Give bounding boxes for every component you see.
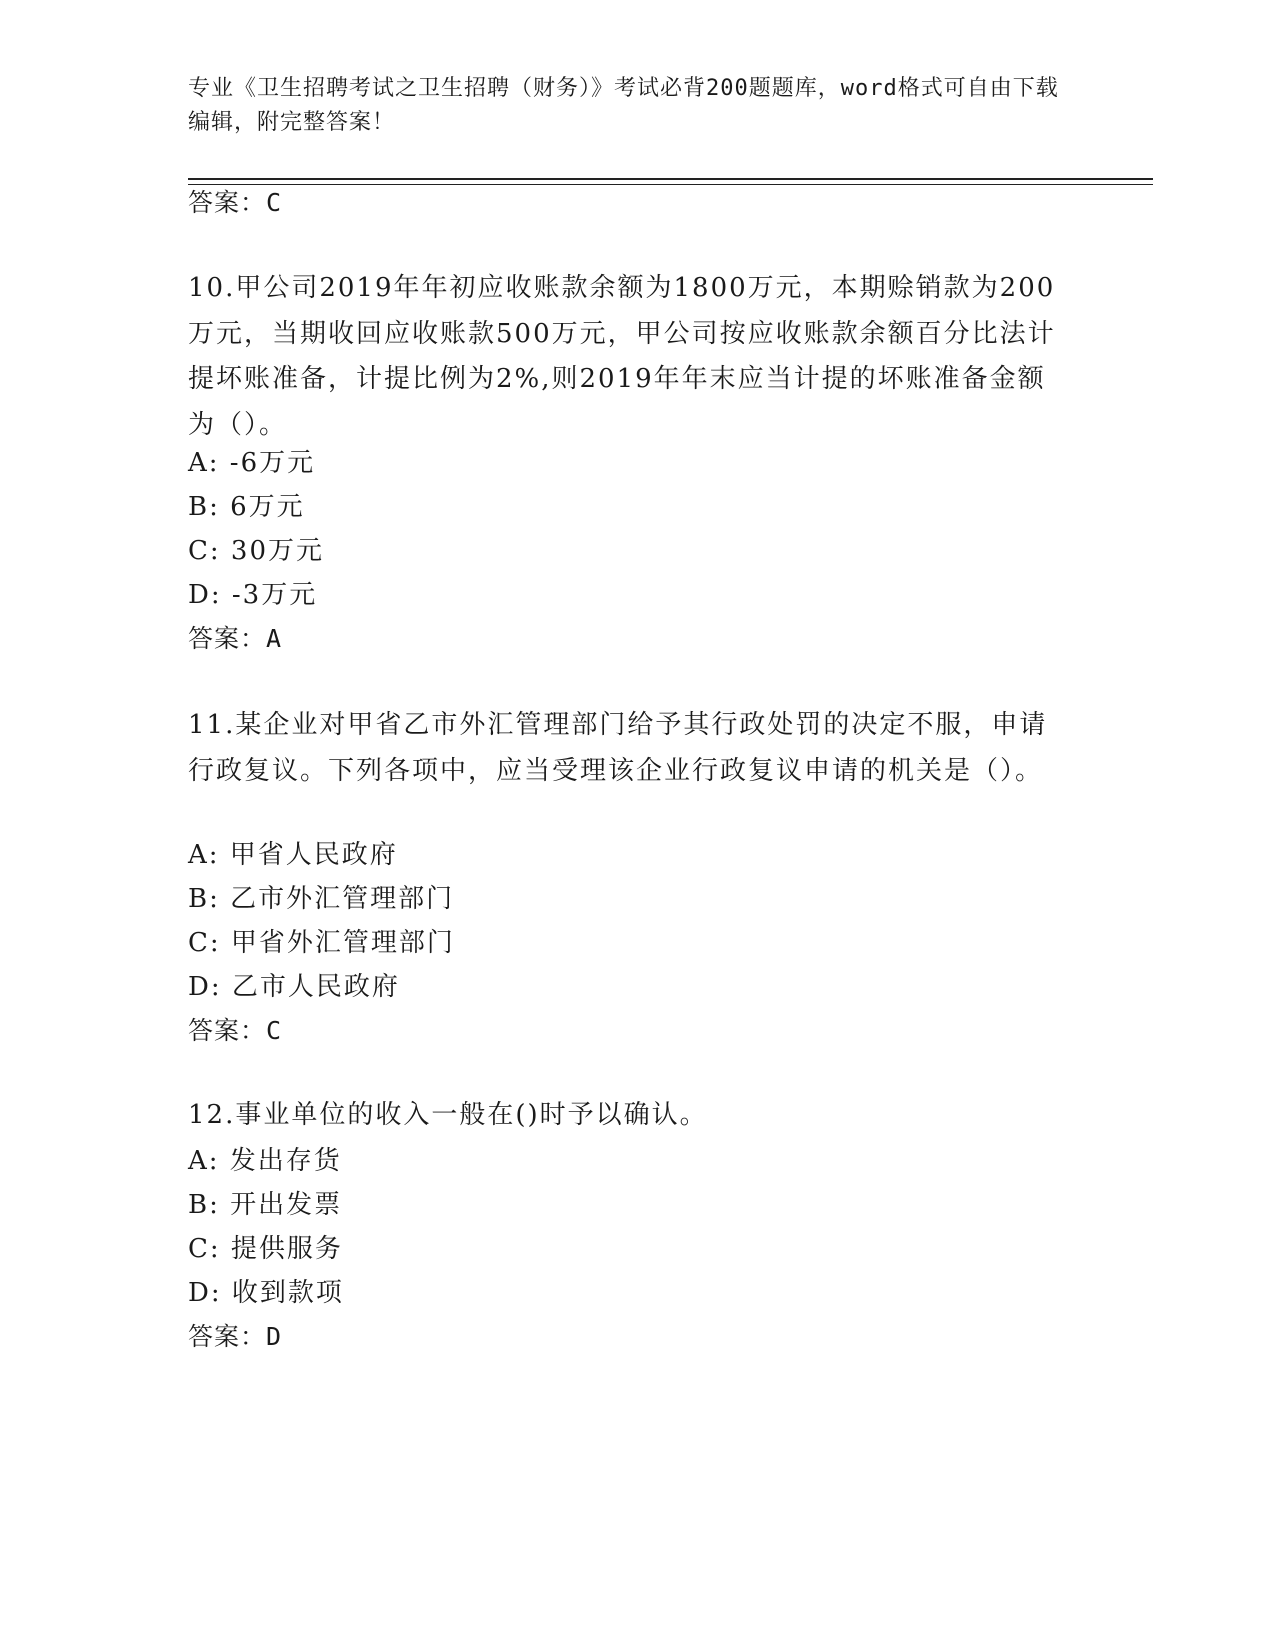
answer-line: [188, 186, 282, 220]
answer-line: [188, 1320, 282, 1354]
option-a: A: -6万元: [188, 448, 316, 478]
question-text: 11.某企业对甲省乙市外汇管理部门给予其行政处罚的决定不服，申请行政复议。下列各项中，应当受理该企业行政复议申请的机关是（）。: [188, 710, 1048, 786]
option-d: D: 乙市人民政府: [188, 972, 400, 1002]
header-rule-thick: [188, 178, 1153, 180]
option-d: D: 收到款项: [188, 1278, 344, 1308]
header-rule-thin: [188, 184, 1153, 185]
answer-line: [188, 1014, 282, 1048]
question-text: 12.事业单位的收入一般在()时予以确认。: [188, 1100, 708, 1130]
question-text: 10.甲公司2019年年初应收账款余额为1800万元，本期赊销款为200万元，当期收回应收账款500万元，甲公司按应收账款余额百分比法计提坏账准备，计提比例为2%,则2019年年末应当计提的坏账准备金额为（）。: [188, 273, 1056, 440]
option-b: B: 6万元: [188, 492, 305, 522]
option-b: B: 开出发票: [188, 1190, 343, 1220]
option-a: A: 甲省人民政府: [188, 840, 398, 870]
answer-label: 答案：: [188, 1322, 267, 1351]
answer-value: D: [266, 1322, 283, 1351]
document-header: 专业《卫生招聘考试之卫生招聘（财务）》考试必背200题题库，word格式可自由下载编辑，附完整答案！: [188, 76, 1059, 135]
option-a: A: 发出存货: [188, 1146, 342, 1176]
answer-label: 答案：: [188, 188, 267, 217]
answer-label: 答案：: [188, 1016, 267, 1045]
answer-label: 答案：: [188, 624, 267, 653]
option-b: B: 乙市外汇管理部门: [188, 884, 455, 914]
answer-value: A: [266, 624, 283, 653]
option-d: D: -3万元: [188, 580, 318, 610]
answer-value: C: [266, 188, 283, 217]
option-c: C: 提供服务: [188, 1234, 343, 1264]
option-c: C: 甲省外汇管理部门: [188, 928, 455, 958]
option-c: C: 30万元: [188, 536, 325, 566]
answer-line: [188, 622, 282, 656]
answer-value: C: [266, 1016, 283, 1045]
